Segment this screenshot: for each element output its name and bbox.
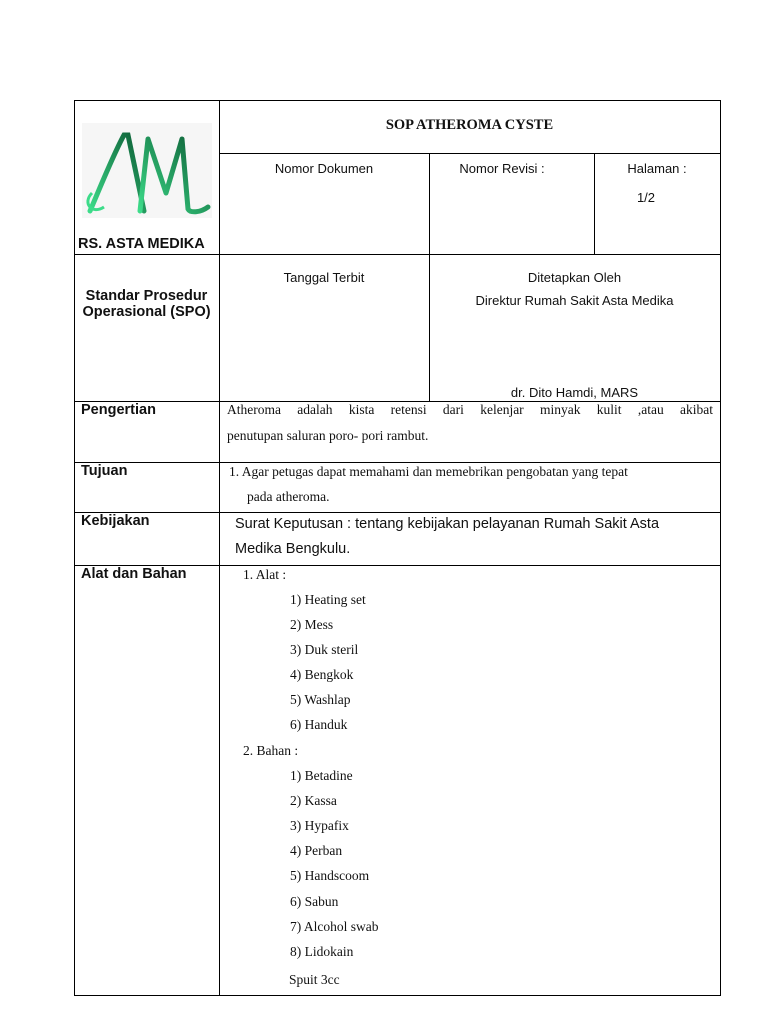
nomor-revisi-label: Nomor Revisi :	[459, 161, 545, 176]
table-border-bottom	[74, 995, 721, 996]
hospital-name: RS. ASTA MEDIKA	[78, 236, 205, 252]
halaman-value: 1/2	[636, 190, 656, 205]
alat-bahan-label: Alat dan Bahan	[81, 566, 187, 582]
list-item: 4) Bengkok	[290, 667, 354, 682]
list-item: 2) Kassa	[290, 793, 337, 808]
list-item: 6) Handuk	[290, 717, 348, 732]
header-row-divider	[74, 254, 721, 255]
logo-monogram-graphic	[82, 123, 212, 218]
label-column-divider	[219, 100, 220, 996]
pengertian-text-line2: penutupan saluran poro- pori rambut.	[227, 428, 429, 443]
tujuan-row-divider	[74, 512, 721, 513]
list-item: 1) Betadine	[290, 768, 353, 783]
document-title: SOP ATHEROMA CYSTE	[385, 117, 554, 133]
spo-title-line2: Operasional (SPO)	[82, 304, 211, 320]
tujuan-text-line2: pada atheroma.	[247, 489, 330, 504]
table-border-left	[74, 100, 75, 996]
list-item: 7) Alcohol swab	[290, 919, 379, 934]
bahan-heading: 2. Bahan :	[243, 743, 299, 758]
ditetapkan-oleh-label: Ditetapkan Oleh	[527, 270, 622, 285]
table-border-right	[720, 100, 721, 996]
spuit-item: Spuit 3cc	[289, 972, 340, 987]
pengertian-row-divider	[74, 462, 721, 463]
list-item: 5) Handscoom	[290, 868, 370, 883]
pengertian-text-line1: Atheroma adalah kista retensi dari kelenjar minyak kulit ,atau akibat	[227, 402, 713, 417]
list-item: 8) Lidokain	[290, 944, 354, 959]
list-item: 5) Washlap	[290, 692, 351, 707]
list-item: 1) Heating set	[290, 592, 366, 607]
table-border-top	[74, 100, 721, 101]
tanggal-terbit-label: Tanggal Terbit	[283, 270, 365, 285]
spo-title-line1: Standar Prosedur	[85, 288, 208, 304]
direktur-label: Direktur Rumah Sakit Asta Medika	[475, 293, 674, 308]
pengertian-label: Pengertian	[81, 402, 156, 418]
kebijakan-text-line2: Medika Bengkulu.	[235, 541, 351, 557]
header-title-divider	[219, 153, 721, 154]
list-item: 3) Duk steril	[290, 642, 359, 657]
list-item: 3) Hypafix	[290, 818, 349, 833]
list-item: 2) Mess	[290, 617, 334, 632]
kebijakan-label: Kebijakan	[81, 513, 150, 529]
kebijakan-text-line1: Surat Keputusan : tentang kebijakan pelayanan Rumah Sakit Asta	[235, 516, 660, 532]
hospital-logo	[82, 123, 212, 218]
tujuan-text-line1: 1. Agar petugas dapat memahami dan memebrikan pengobatan yang tepat	[229, 464, 628, 479]
nomor-dokumen-label: Nomor Dokumen	[274, 161, 374, 176]
list-item: 6) Sabun	[290, 894, 339, 909]
alat-heading: 1. Alat :	[243, 567, 287, 582]
halaman-label: Halaman :	[627, 161, 687, 176]
tujuan-label: Tujuan	[81, 463, 128, 479]
list-item: 4) Perban	[290, 843, 343, 858]
signatory-name: dr. Dito Hamdi, MARS	[510, 385, 639, 400]
